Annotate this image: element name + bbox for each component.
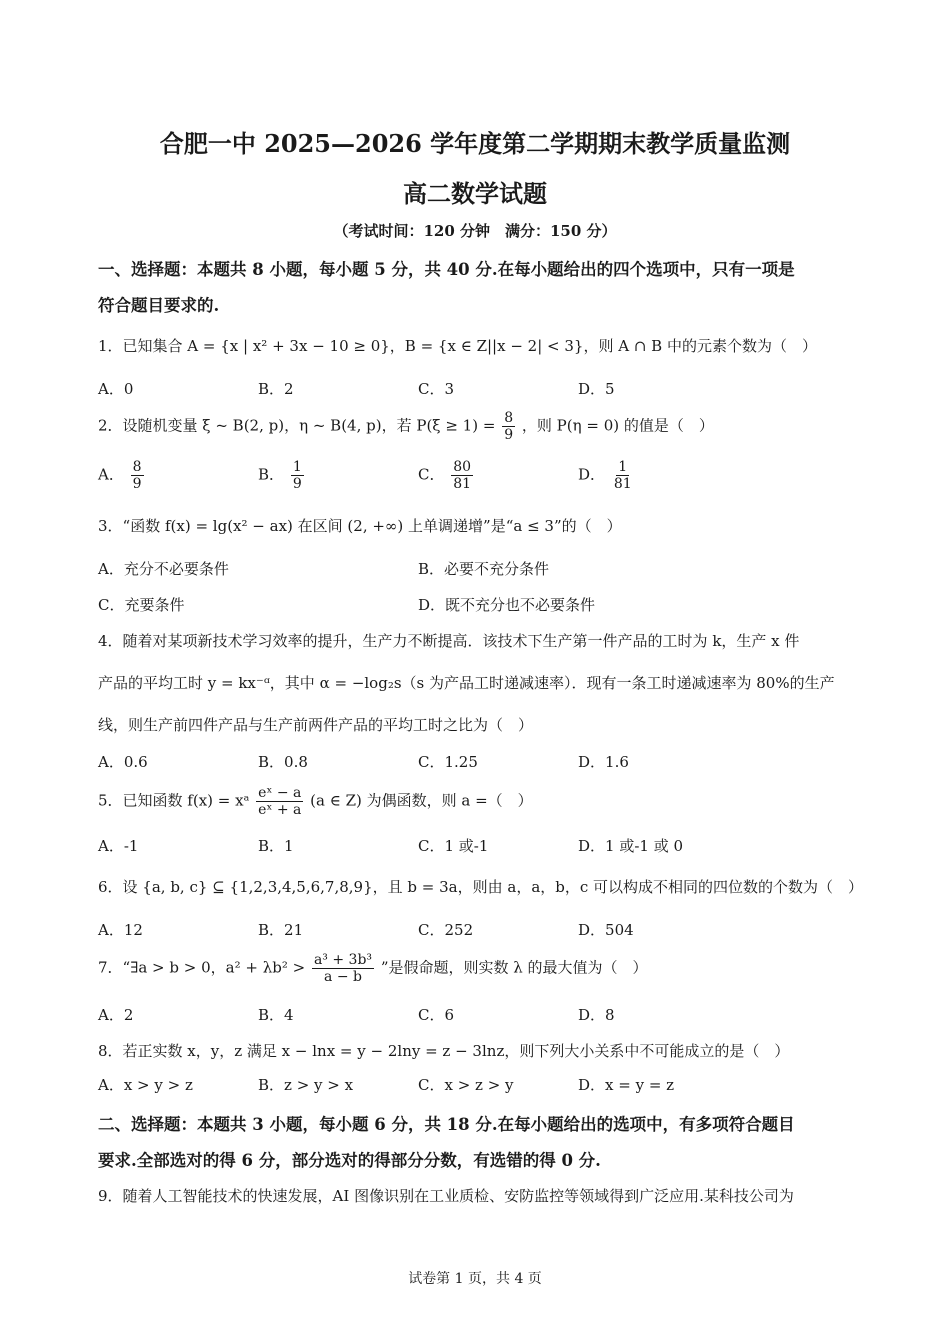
q8-option-d: D．x = y = z xyxy=(578,1076,675,1094)
q2-option-b-letter: B． xyxy=(258,465,285,484)
q2-option-b-den: 9 xyxy=(292,476,302,492)
q2-option-a xyxy=(98,459,146,492)
q2-stem-fraction xyxy=(502,410,515,443)
q5-option-a: A．-1 xyxy=(98,837,139,855)
q5-stem-suffix: (a ∈ Z) 为偶函数，则 a =（ ） xyxy=(310,791,533,810)
q3-option-c: C．充要条件 xyxy=(98,596,185,614)
q5-stem-frac-num: eˣ − a xyxy=(258,785,302,801)
section1-heading-line2: 符合题目要求的. xyxy=(98,296,220,315)
q7-option-d: D．8 xyxy=(578,1006,615,1024)
q7-option-b: B．4 xyxy=(258,1006,294,1024)
q9-line1: 9．随着人工智能技术的快速发展，AI 图像识别在工业质检、安防监控等领域得到广泛应用.某科技公司为 xyxy=(98,1187,794,1205)
q5-stem-frac-den: eˣ + a xyxy=(258,802,302,818)
q3-option-d: D．既不充分也不必要条件 xyxy=(418,596,596,614)
q6-option-b: B．21 xyxy=(258,921,304,939)
q7-option-c: C．6 xyxy=(418,1006,455,1024)
q6-option-d: D．504 xyxy=(578,921,634,939)
exam-title: 合肥一中 2025—2026 学年度第二学期期末教学质量监测 xyxy=(159,129,791,158)
q4-option-c: C．1.25 xyxy=(418,753,478,771)
q2-option-b xyxy=(258,459,306,492)
q7-stem-frac-den: a − b xyxy=(324,969,362,985)
q8-option-a: A．x > y > z xyxy=(98,1076,193,1094)
q2-option-d xyxy=(578,459,636,492)
q1-option-b: B．2 xyxy=(258,380,294,398)
q2-option-d-num: 1 xyxy=(618,459,628,475)
q2-stem-prefix: 2．设随机变量 ξ ~ B(2, p)，η ~ B(4, p)，若 P(ξ ≥ 1) = xyxy=(98,416,496,435)
q7-stem xyxy=(98,952,648,985)
q5-stem-prefix: 5．已知函数 f(x) = xᵃ xyxy=(98,791,250,810)
q2-option-d-fraction xyxy=(612,459,634,492)
q2-option-b-num: 1 xyxy=(292,459,302,475)
q2-option-c-fraction xyxy=(451,459,473,492)
q2-option-c-den: 81 xyxy=(453,476,472,492)
q7-stem-prefix: 7．“∃a > b > 0，a² + λb² > xyxy=(98,958,306,977)
q2-option-d-letter: D． xyxy=(578,465,606,484)
q5-stem xyxy=(98,785,533,818)
q5-option-d: D．1 或-1 或 0 xyxy=(578,837,684,855)
section2-heading-line1: 二、选择题：本题共 3 小题，每小题 6 分，共 18 分.在每小题给出的选项中，有多项符合题目 xyxy=(98,1115,795,1134)
q4-option-d: D．1.6 xyxy=(578,753,629,771)
q2-option-a-letter: A． xyxy=(98,465,124,484)
q7-stem-suffix: ”是假命题，则实数 λ 的最大值为（ ） xyxy=(380,958,648,977)
q2-option-b-fraction xyxy=(291,459,304,492)
q6-stem: 6．设 {a, b, c} ⊆ {1,2,3,4,5,6,7,8,9}，且 b = 3a，则由 a，a，b，c 可以构成不相同的四位数的个数为（ ） xyxy=(98,878,864,896)
q6-option-a: A．12 xyxy=(98,921,143,939)
q8-option-c: C．x > z > y xyxy=(418,1076,514,1094)
q3-option-a: A．充分不必要条件 xyxy=(98,560,229,578)
q2-stem xyxy=(98,410,714,443)
exam-info: （考试时间：120 分钟 满分：150 分） xyxy=(333,222,617,240)
q5-option-b: B．1 xyxy=(258,837,294,855)
q2-option-c-letter: C． xyxy=(418,465,445,484)
q5-option-c: C．1 或-1 xyxy=(418,837,489,855)
q3-option-b: B．必要不充分条件 xyxy=(418,560,550,578)
page-footer: 试卷第 1 页，共 4 页 xyxy=(408,1271,542,1287)
q7-option-a: A．2 xyxy=(98,1006,134,1024)
q6-option-c: C．252 xyxy=(418,921,474,939)
q1-stem: 1．已知集合 A = {x | x² + 3x − 10 ≥ 0}，B = {x ∈ Z||x − 2| < 3}，则 A ∩ B 中的元素个数为（ ） xyxy=(98,337,817,355)
q2-option-c xyxy=(418,459,475,492)
q2-option-a-num: 8 xyxy=(132,459,142,475)
q1-option-d: D．5 xyxy=(578,380,615,398)
q7-stem-fraction xyxy=(312,952,374,985)
q2-stem-suffix: ，则 P(η = 0) 的值是（ ） xyxy=(521,416,714,435)
q1-option-a: A．0 xyxy=(98,380,134,398)
q4-option-b: B．0.8 xyxy=(258,753,308,771)
q2-stem-frac-num: 8 xyxy=(504,410,514,426)
q4-option-a: A．0.6 xyxy=(98,753,148,771)
q2-option-d-den: 81 xyxy=(613,476,632,492)
q2-option-a-den: 9 xyxy=(132,476,142,492)
q8-stem: 8．若正实数 x，y，z 满足 x − lnx = y − 2lny = z − 3lnz，则下列大小关系中不可能成立的是（ ） xyxy=(98,1042,790,1060)
q2-option-a-fraction xyxy=(131,459,144,492)
section2-heading-line2: 要求.全部选对的得 6 分，部分选对的得部分分数，有选错的得 0 分. xyxy=(98,1151,601,1170)
q3-stem: 3．“函数 f(x) = lg(x² − ax) 在区间 (2, +∞) 上单调递增”是“a ≤ 3”的（ ） xyxy=(98,517,622,535)
q4-line2: 产品的平均工时 y = kx⁻ᵅ，其中 α = −log₂s（s 为产品工时递减速率）．现有一条工时递减速率为 80%的生产 xyxy=(98,674,835,692)
section1-heading-line1: 一、选择题：本题共 8 小题，每小题 5 分，共 40 分.在每小题给出的四个选项中，只有一项是 xyxy=(98,260,795,279)
q7-stem-frac-num: a³ + 3b³ xyxy=(313,952,373,968)
exam-subtitle: 高二数学试题 xyxy=(403,179,547,208)
q5-stem-fraction xyxy=(256,785,303,818)
q2-option-c-num: 80 xyxy=(453,459,472,475)
q4-line3: 线，则生产前四件产品与生产前两件产品的平均工时之比为（ ） xyxy=(98,716,534,734)
q1-option-c: C．3 xyxy=(418,380,455,398)
q4-line1: 4．随着对某项新技术学习效率的提升，生产力不断提高．该技术下生产第一件产品的工时为 k，生产 x 件 xyxy=(98,632,800,650)
q8-option-b: B．z > y > x xyxy=(258,1076,354,1094)
q2-stem-frac-den: 9 xyxy=(504,427,514,443)
